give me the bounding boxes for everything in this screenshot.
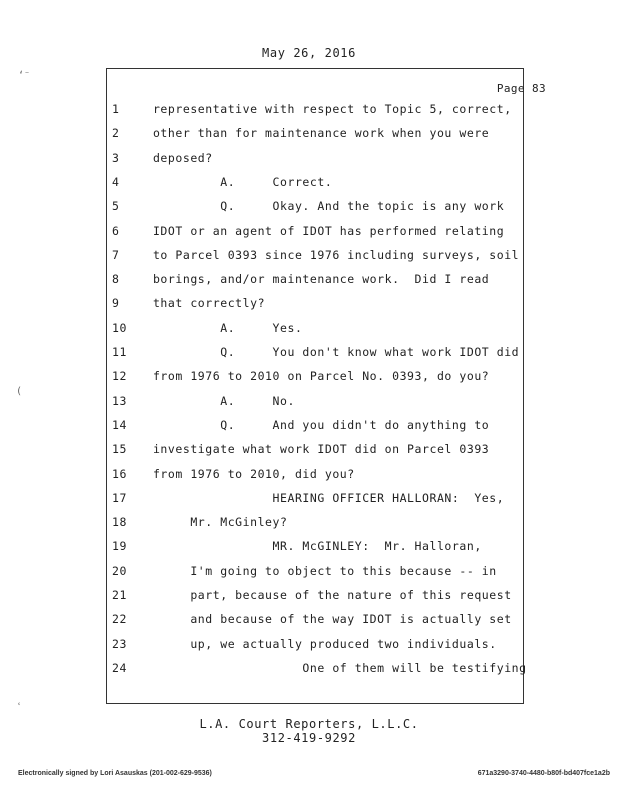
line-number: 11 [112,345,127,359]
line-number: 17 [112,490,127,505]
line-number: 23 [112,636,127,651]
line-text: from 1976 to 2010 on Parcel No. 0393, do you? [152,369,490,384]
line-number: 16 [112,466,127,481]
line-text: investigate what work IDOT did on Parcel 0393 [152,442,490,457]
transcript-line [112,490,504,506]
line-text: HEARING OFFICER HALLORAN: Yes, [152,490,505,505]
line-number: 3 [112,150,120,165]
line-number: 1 [112,102,120,116]
scan-artifact-mark: ʻ⁻ [18,70,31,81]
transcript-line [112,223,504,239]
line-text: part, because of the nature of this request [152,588,512,602]
document-id: 671a3290-3740-4480-b80f-bd407fce1a2b [477,770,610,777]
line-text: I'm going to object to this because -- in [152,563,497,578]
page-number: Page 83 [496,82,546,95]
transcript-line [112,320,302,336]
line-number: 20 [112,563,127,578]
line-number: 9 [112,296,120,311]
line-text: other than for maintenance work when you were [152,126,490,141]
transcript-line [112,150,213,166]
line-text: up, we actually produced two individuals. [152,636,497,651]
line-text: to Parcel 0393 since 1976 including surveys, soil [152,247,520,262]
transcript-line [112,563,497,579]
header-date: May 26, 2016 [262,46,356,60]
line-text: borings, and/or maintenance work. Did I read [152,272,490,287]
transcript-line [112,587,512,603]
transcript-line [112,538,482,554]
line-number: 4 [112,174,120,189]
electronic-signature-note: Electronically signed by Lori Asauskas (201-002-629-9536) [18,770,212,777]
line-text: Mr. McGinley? [152,515,288,530]
transcript-line [112,441,489,457]
line-number: 13 [112,393,127,408]
transcript-line [112,514,287,530]
transcript-line [112,344,519,360]
line-text: MR. McGINLEY: Mr. Halloran, [152,539,482,554]
line-text: IDOT or an agent of IDOT has performed relating [152,223,505,238]
scan-artifact-mark: ( [16,386,23,397]
line-number: 18 [112,515,127,530]
court-reporter-name: L.A. Court Reporters, L.L.C. [199,717,419,731]
line-number: 10 [112,320,127,335]
line-number: 24 [112,660,127,675]
transcript-line [112,611,512,627]
line-number: 22 [112,612,127,627]
line-text: deposed? [152,150,213,165]
line-number: 12 [112,369,127,384]
transcript-line [112,125,489,141]
line-text: Q. Okay. And the topic is any work [152,199,505,214]
transcript-line [112,636,497,652]
line-text: Q. You don't know what work IDOT did [152,345,520,359]
line-text: A. Yes. [152,320,303,335]
transcript-line [112,295,265,311]
line-text: representative with respect to Topic 5, correct, [152,102,512,116]
transcript-line [112,660,527,676]
line-text: and because of the way IDOT is actually set [152,612,512,627]
line-number: 19 [112,539,127,554]
line-text: A. No. [152,393,295,408]
line-number: 8 [112,272,120,287]
line-text: from 1976 to 2010, did you? [152,466,355,481]
line-text: that correctly? [152,296,266,311]
transcript-line [112,271,489,287]
transcript-line [112,174,332,190]
transcript-line [112,393,295,409]
transcript-line [112,368,489,384]
transcript-line [112,466,355,482]
line-text: A. Correct. [152,174,333,189]
court-reporter-phone: 312-419-9292 [262,731,356,745]
line-number: 2 [112,126,120,141]
line-text: Q. And you didn't do anything to [152,417,490,432]
line-number: 15 [112,442,127,457]
line-number: 21 [112,588,127,602]
line-number: 7 [112,247,120,262]
transcript-line [112,198,504,214]
transcript-line [112,101,512,117]
line-text: One of them will be testifying [152,660,527,675]
transcript-line [112,247,519,263]
line-number: 6 [112,223,120,238]
transcript-line [112,417,489,433]
line-number: 14 [112,417,127,432]
line-number: 5 [112,199,120,214]
scan-artifact-mark: ʿ [16,702,23,713]
